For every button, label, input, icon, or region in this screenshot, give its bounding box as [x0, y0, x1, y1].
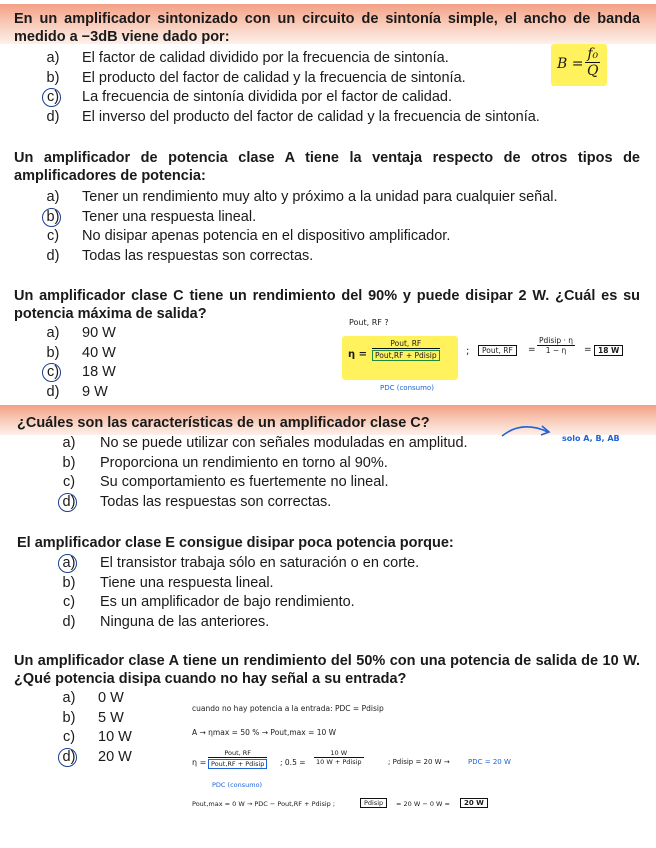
option-d[interactable]: d) 20 W	[14, 748, 640, 768]
option-b[interactable]: b) Tiene una respuesta lineal.	[62, 574, 274, 591]
option-d[interactable]: d) 9 W	[46, 383, 108, 400]
note-q4: solo A, B, AB	[562, 434, 620, 443]
option-b[interactable]: b) 5 W	[62, 709, 124, 726]
option-c[interactable]: c) No disipar apenas potencia en el dispositivo amplificador.	[46, 228, 451, 244]
option-c[interactable]: c) Su comportamiento es fuertemente no lineal.	[62, 474, 389, 490]
question-stem: Un amplificador de potencia clase A tiene la ventaja respecto de otros tipos de amplificadores de potencia:	[14, 150, 640, 184]
bandwidth-formula: B = $\frac{\text{f₀}}{Q}$	[551, 44, 607, 86]
option-b[interactable]: b) Tener una respuesta lineal.	[14, 208, 640, 228]
options-list	[14, 554, 640, 632]
option-d[interactable]: d) Ninguna de las anteriores.	[62, 613, 270, 630]
option-c[interactable]: c) Es un amplificador de bajo rendimiento.	[62, 594, 355, 610]
option-d[interactable]: d) Todas las respuestas son correctas.	[46, 247, 314, 264]
question-2	[14, 149, 640, 266]
arrow-icon	[498, 418, 558, 442]
option-a[interactable]: a) El factor de calidad dividido por la frecuencia de sintonía.	[46, 50, 449, 66]
question-stem: El amplificador clase E consigue disipar poca potencia porque:	[17, 535, 454, 551]
option-a[interactable]: a) No se puede utilizar con señales moduladas en amplitud.	[62, 435, 468, 451]
option-d[interactable]: d) Todas las respuestas son correctas.	[14, 493, 640, 513]
option-b[interactable]: b) El producto del factor de calidad y la frecuencia de sintonía.	[46, 69, 466, 86]
option-a[interactable]: a) 90 W	[46, 325, 116, 341]
option-a[interactable]: a) 0 W	[62, 690, 124, 706]
option-c[interactable]: c) 10 W	[62, 729, 132, 745]
options-list	[14, 434, 640, 512]
option-a[interactable]: a) Tener un rendimiento muy alto y próximo a la unidad para cualquier señal.	[46, 189, 558, 205]
question-stem: Un amplificador clase A tiene un rendimiento del 50% con una potencia de salida de 10 W. ¿Qué potencia disipa cuando no hay señal a su entrada?	[14, 653, 640, 687]
options-list	[14, 49, 640, 127]
option-d[interactable]: d) El inverso del producto del factor de calidad y la frecuencia de sintonía.	[46, 108, 540, 125]
option-b[interactable]: b) 40 W	[46, 344, 116, 361]
options-list	[14, 188, 640, 266]
option-c[interactable]: c) 18 W	[14, 363, 640, 383]
question-5	[14, 534, 640, 632]
option-b[interactable]: b) Proporciona un rendimiento en torno al 90%.	[62, 454, 388, 471]
option-a[interactable]: a) El transistor trabaja sólo en saturación o en corte.	[14, 554, 640, 574]
question-stem: ¿Cuáles son las características de un amplificador clase C?	[17, 415, 430, 431]
option-c[interactable]: c) La frecuencia de sintonía dividida por el factor de calidad.	[14, 88, 640, 108]
question-stem: Un amplificador clase C tiene un rendimiento del 90% y puede disipar 2 W. ¿Cuál es su potencia máxima de salida?	[14, 288, 640, 322]
question-stem: En un amplificador sintonizado con un circuito de sintonía simple, el ancho de banda medido a −3dB viene dado por:	[14, 11, 640, 45]
question-1	[14, 10, 640, 127]
